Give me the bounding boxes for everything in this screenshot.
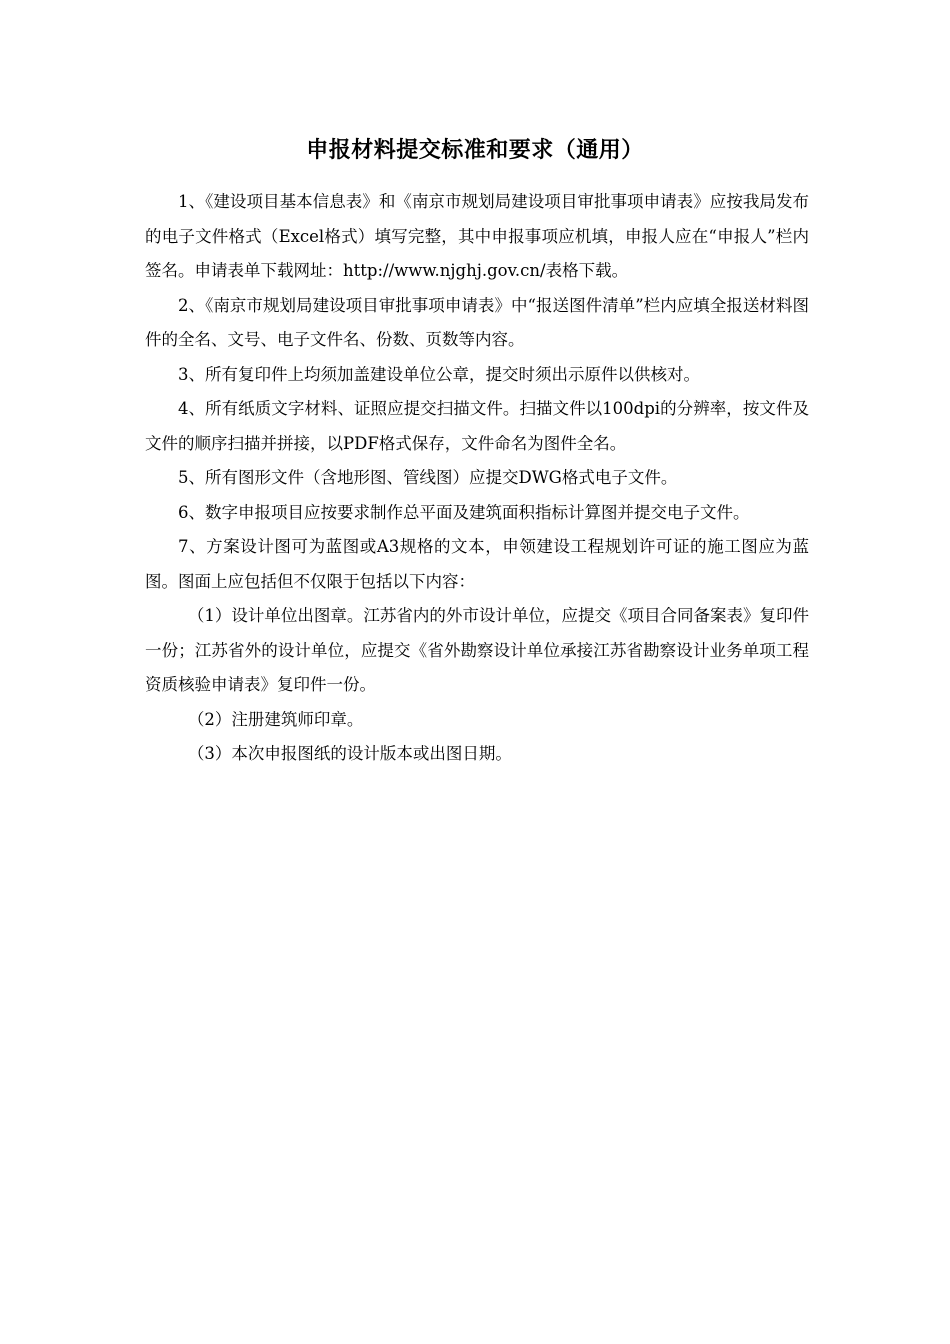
requirement-3: 3、所有复印件上均须加盖建设单位公章，提交时须出示原件以供核对。: [178, 364, 700, 384]
document-body: [145, 185, 809, 772]
requirement-7-item-1: （1）设计单位出图章。江苏省内的外市设计单位，应提交《项目合同备案表》复印件一份；江苏省外的设计单位，应提交《省外勘察设计单位承接江苏省勘察设计业务单项工程资质核验申请表》复印件一份。: [145, 606, 809, 694]
requirement-2: 2、《南京市规划局建设项目审批事项申请表》中“报送图件清单”栏内应填全报送材料图件的全名、文号、电子文件名、份数、页数等内容。: [145, 295, 809, 349]
requirement-7-item-3: （3）本次申报图纸的设计版本或出图日期。: [187, 744, 512, 763]
requirement-4: 4、所有纸质文字材料、证照应提交扫描文件。扫描文件以100dpi的分辨率，按文件及文件的顺序扫描并拼接，以PDF格式保存，文件命名为图件全名。: [145, 399, 809, 453]
requirement-6: 6、数字申报项目应按要求制作总平面及建筑面积指标计算图并提交电子文件。: [178, 502, 750, 522]
requirement-7: 7、方案设计图可为蓝图或A3规格的文本，申领建设工程规划许可证的施工图应为蓝图。图面上应包括但不仅限于包括以下内容：: [145, 537, 809, 591]
requirement-7-item-2: （2）注册建筑师印章。: [187, 709, 364, 729]
requirement-1: 1、《建设项目基本信息表》和《南京市规划局建设项目审批事项申请表》应按我局发布的电子文件格式（Excel格式）填写完整，其中申报事项应机填，申报人应在“申报人”栏内签名。申请表单下载网址：http://www.njghj.gov.cn/表格下载。: [145, 192, 809, 280]
requirement-5: 5、所有图形文件（含地形图、管线图）应提交DWG格式电子文件。: [178, 468, 678, 487]
document-title: 申报材料提交标准和要求（通用）: [306, 138, 644, 163]
